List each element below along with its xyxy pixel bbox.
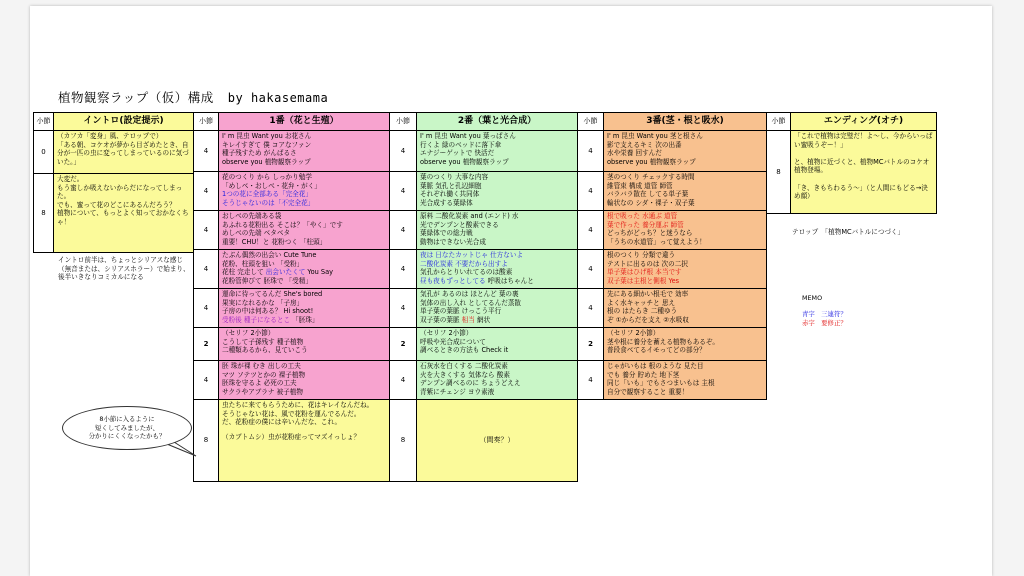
v1-bar-count-1: 4 — [193, 130, 219, 172]
header-verse3: 3番(茎・根と吸水) — [603, 112, 767, 131]
v2-bar-count-5: 4 — [389, 288, 417, 328]
ending-telop: テロップ 「植物MCバトルにつづく」 — [792, 228, 905, 236]
v3-bar-count-7: 4 — [577, 360, 604, 400]
v3-r5-l2: よく水キャッチと 思え — [607, 298, 676, 307]
v2-block-5 — [416, 288, 578, 328]
v1-r3-l1: おしべの先端ある袋 — [222, 212, 282, 220]
v2-bar-count-4: 4 — [389, 249, 417, 289]
v3-r6-l3: 普段食べてるイモってどの部分？ — [607, 346, 706, 355]
v3-bar-count-6: 2 — [577, 327, 604, 361]
memo-red-label: 赤字 — [802, 319, 815, 327]
v1-r6-l1: （セリフ 2小節） — [222, 329, 275, 337]
v3-r7-l4: 自分で観察すること 重要！ — [607, 387, 689, 396]
v3-block-6 — [603, 327, 767, 361]
v3-r6-l2: 茎や根に養分を蓄える植物もあるぞ。 — [607, 337, 719, 346]
v2-r3-l1: 原料 二酸化炭素 and (エンド) 水 — [420, 212, 519, 220]
v1-r1-l3: 種子残すため がんばるさ — [222, 149, 297, 158]
v3-bar-count-4: 4 — [577, 249, 604, 289]
v1-r5-l4b: 「胚珠」 — [290, 315, 319, 324]
v2-r6-l3: 調べるときの方法も Check it — [420, 346, 509, 355]
v1-r2-l4: そうじゃないのは「不完全花」 — [222, 198, 315, 207]
v1-r7-l4: サクラやアブラナ 被子植物 — [222, 387, 303, 396]
v1-block-4 — [218, 249, 390, 289]
v2-r7-l4: 青紫にチェンジ ヨウ素液 — [420, 387, 495, 396]
v2-bar-count-6: 2 — [389, 327, 417, 361]
v2-r5-l3: 単子葉の葉脈 けっこう平行 — [420, 307, 502, 316]
v3-r2-l3: バラバラ散在 してる単子葉 — [607, 190, 689, 199]
v2-block-6 — [416, 327, 578, 361]
v1-r3-l2: あふれる花粉出る そこは？「やく」です — [222, 220, 343, 229]
v2-r5-l2: 気体の出し入れ としてるんだ蒸散 — [420, 298, 522, 307]
v1-r4-l3a: 花柱 完走して — [222, 268, 266, 277]
v2-bar-count-7: 4 — [389, 360, 417, 400]
v3-r1-l1: I' m 昆虫 Want you 茎と根さん — [607, 132, 703, 140]
v1-r5-l4a: 受粉後 種子になるとこ — [222, 315, 291, 324]
v2-bar-count-8: 8 — [389, 399, 417, 482]
v2-r4-l1: 夜は 日なたカットじゃ 仕方ないよ — [420, 251, 524, 259]
v3-r7-l3: 同じ「いも」でもさつまいもは 主根 — [607, 379, 715, 388]
header-shosetsu-ending: 小節 — [766, 112, 791, 131]
header-shosetsu-v2: 小節 — [389, 112, 417, 131]
v3-r3-l2: 葉で作った 養分運ぶ 師管 — [607, 220, 684, 229]
v3-r4-l3: 単子葉はひげ根 本当です — [607, 268, 682, 277]
v1-bar-count-7: 4 — [193, 360, 219, 400]
intro-cell-4 — [218, 399, 390, 482]
v1-r6-l2: こうして子孫残す 種子植物 — [222, 337, 304, 346]
v1-block-1 — [218, 130, 390, 172]
v1-bar-count-4: 4 — [193, 249, 219, 289]
v1-r2-l2: 「めしべ・おしべ・花弁・がく」 — [222, 181, 321, 190]
v2-block-7 — [416, 360, 578, 400]
v2-r2-l3: それぞれ働く共同体 — [420, 190, 480, 199]
v2-block-3 — [416, 210, 578, 250]
v2-r5-l4c: 網状 — [474, 315, 491, 324]
v1-r7-l1: 胚 珠が裸 むき 出しの工夫 — [222, 362, 301, 370]
page-title — [58, 88, 328, 106]
intro-bar-count-1: 0 — [33, 130, 54, 174]
v3-r7-l2: でも 養分 貯めた 地下茎 — [607, 370, 680, 379]
v3-r4-l4: 双子葉は主根と側根 Yes — [607, 276, 680, 285]
v2-r2-l4: 光合成する葉緑体 — [420, 198, 473, 207]
header-intro: イントロ(設定提示) — [53, 112, 194, 131]
header-verse2: 2番（葉と光合成） — [416, 112, 578, 131]
v1-r3-l3: めしべの先端 ベタベタ — [222, 229, 291, 238]
memo-blue-text: 三連符？ — [821, 310, 847, 318]
v1-r6-l3: 二種類あるから、見ていこう — [222, 346, 308, 355]
v2-r1-l1: I' m 昆虫 Want you 葉っぱさん — [420, 132, 516, 140]
v1-r4-l4: 花粉管伸びて 胚珠で 「受精」 — [222, 276, 312, 285]
intro-bar-count-4: 8 — [193, 399, 219, 482]
v3-block-3 — [603, 210, 767, 250]
header-shosetsu-v3: 小節 — [577, 112, 604, 131]
v3-block-7 — [603, 360, 767, 400]
v2-r4-l4 — [420, 277, 574, 286]
v1-r7-l2: マツ ソテツとかの 裸子植物 — [222, 370, 306, 379]
v2-block-1 — [416, 130, 578, 172]
v2-block-4 — [416, 249, 578, 289]
v2-r3-l3: 葉緑体での総力戦 — [420, 229, 473, 238]
v2-r5-l4a: 双子葉の葉脈 — [420, 315, 462, 324]
v2-r5-l4b: 相当 — [461, 315, 475, 324]
v1-bar-count-3: 4 — [193, 210, 219, 250]
v3-bar-count-2: 4 — [577, 171, 604, 211]
ending-cell: 「これで植物は完璧だ！よ～し、今からいっぱい蜜吸うぞー！」 と、植物に近づくと、植物MCバトルのコケオ植物登場。 「き、きもちわるう～」（と人間にもどる→決め顔） — [790, 130, 937, 214]
v1-r4-l3b: 出会いたくて — [265, 268, 306, 277]
v1-r4-l1: たぶん偶然の出会い Cute Tune — [222, 251, 317, 259]
v3-r5-l4: ぞ ①からだを支え ②水吸収 — [607, 315, 689, 324]
v2-r1-l4: observe you 植物観察ラップ — [420, 157, 509, 166]
memo-red-text: 要修正？ — [821, 319, 847, 327]
v1-block-3 — [218, 210, 390, 250]
v1-bar-count-2: 4 — [193, 171, 219, 211]
author-text: by hakasemama — [227, 91, 329, 105]
intro-bar-count-2: 8 — [33, 173, 54, 253]
memo-blue-label: 青字 — [802, 310, 815, 318]
v2-r7-l1: 石灰水を白くする 二酸化炭素 — [420, 362, 508, 370]
v3-r3-l3: どっちがどっち？と迷うなら — [607, 229, 693, 238]
intro-cell-1: （カフカ「変身」風、テロップで） 「ある朝、コケオが夢から目ざめたとき、自分が一匹の虫に変ってしまっているのに気づいた。」 — [53, 130, 194, 174]
v2-r6-l2: 呼吸や光合成について — [420, 337, 486, 346]
v3-r1-l3: 水や栄養 回すんだ — [607, 149, 662, 158]
v1-r2-l3: 1つの花に全部ある「完全花」 — [222, 190, 312, 199]
v2-r4-l4b: 呼吸はちゃんと — [485, 276, 534, 285]
v1-r5-l3: 子房の中は何ある？ Hi shoot! — [222, 307, 314, 316]
v2-bar-count-2: 4 — [389, 171, 417, 211]
v2-r1-l3: エナジーゲットで 快活だ — [420, 149, 495, 158]
v3-r2-l1: 茎のつくり チェックする時間 — [607, 173, 695, 181]
v2-r2-l2: 葉脈 気孔と孔辺細胞 — [420, 181, 482, 190]
v2-bar-count-3: 4 — [389, 210, 417, 250]
v2-r1-l2: 行くよ 緑のベッドに落下傘 — [420, 140, 502, 149]
v1-bar-count-6: 2 — [193, 327, 219, 361]
v3-r4-l2: テストに出るのは 次の二択 — [607, 259, 688, 268]
v1-bar-count-5: 4 — [193, 288, 219, 328]
v2-r5-l4 — [420, 316, 574, 325]
v3-block-2 — [603, 171, 767, 211]
v3-r2-l4: 輪状なの シダ・裸子・双子葉 — [607, 198, 695, 207]
title-text: 植物観察ラップ（仮）構成 — [58, 90, 214, 105]
v2-interlude-cell: （間奏？） — [416, 399, 578, 482]
memo-title: MEMO — [802, 294, 823, 302]
intro-cell-4-text: 虫たちに来てもらうために、花はキレイなんだね。 そうじゃない花は、風で花粉を運んでるんだ。 だ、花粉症の僕には辛いんだな、これ。 — [222, 401, 374, 427]
v1-r4-l3 — [222, 268, 386, 277]
v1-block-2 — [218, 171, 390, 211]
v3-r1-l2: 影で支えるキミ 次の出番 — [607, 140, 682, 149]
v1-r3-l4: 重要！CHU！と 花粉つく 「柱頭」 — [222, 237, 327, 246]
v1-r5-l1: 運命に待ってるんだ She's bored — [222, 290, 323, 298]
v2-r4-l2: 二酸化炭素 不要だから出すよ — [420, 259, 508, 268]
intro-cell-4-quote: （カブトムシ）虫が花粉症ってマズイっしょ？ — [222, 432, 361, 441]
v2-r4-l3: 気孔からとりいれてるのは酸素 — [420, 268, 513, 277]
v3-r5-l3: 根の はたらき 二種ゆう — [607, 307, 678, 316]
v1-r1-l2: キレイすぎて 僕 コアなファン — [222, 140, 312, 149]
v3-bar-count-5: 4 — [577, 288, 604, 328]
v3-r5-l1: 先にある細かい根毛で 効率 — [607, 290, 689, 298]
v1-block-6 — [218, 327, 390, 361]
v3-block-4 — [603, 249, 767, 289]
v3-bar-count-1: 4 — [577, 130, 604, 172]
v1-r5-l4 — [222, 316, 386, 325]
v1-r1-l4: observe you 植物観察ラップ — [222, 157, 311, 166]
v3-block-5 — [603, 288, 767, 328]
header-shosetsu-v1: 小節 — [193, 112, 219, 131]
v1-r5-l2: 果実になれるかな 「子房」 — [222, 298, 304, 307]
speech-bubble-note: 8小節に入るように 短くしてみましたが、 分かりにくくなったかも？ — [62, 406, 192, 450]
intro-cell-2: 大変だ。 もう蜜しか吸えないからだになってしまった。 でも、蜜って花のどこにあるんだろう？ 植物について、もっとよく知っておかなくちゃ！ — [53, 173, 194, 253]
header-verse1: 1番（花と生殖） — [218, 112, 390, 131]
v1-r4-l3c: You Say — [305, 268, 334, 277]
v2-r7-l3: デンプン調べるのに ちょうどええ — [420, 379, 521, 388]
header-shosetsu-intro: 小節 — [33, 112, 54, 131]
v2-r3-l2: 光でデンプンと酸素できる — [420, 220, 499, 229]
v3-r7-l1: じゃがいもは 根のような 見た目 — [607, 362, 704, 370]
v1-r4-l2: 花粉、柱頭を狙い 「受粉」 — [222, 259, 304, 268]
v3-block-1 — [603, 130, 767, 172]
header-ending: エンディング(オチ) — [790, 112, 937, 131]
v1-r1-l1: I' m 昆虫 Want you お花さん — [222, 132, 312, 140]
memo-red-row — [802, 319, 847, 328]
v2-r7-l2: 火を大きくする 気体なら 酸素 — [420, 370, 510, 379]
v3-r6-l1: （セリフ 2小節） — [607, 329, 660, 337]
ending-bar-count: 8 — [766, 130, 791, 214]
v2-r5-l1: 気孔が あるのは ほとんど 葉の裏 — [420, 290, 519, 298]
v2-r2-l1: 葉のつくり 大事な内容 — [420, 173, 489, 181]
v2-bar-count-1: 4 — [389, 130, 417, 172]
v3-r4-l1: 根のつくり 分類で違う — [607, 251, 676, 259]
v2-r3-l4: 動物はできない光合成 — [420, 237, 486, 246]
v1-r2-l1: 花のつくり から しっかり勉学 — [222, 173, 312, 181]
v2-r4-l4a: 昼も夜もずっとしてる — [420, 276, 486, 285]
v3-r3-l1: 根で吸った 水通ぶ 道管 — [607, 212, 678, 220]
v3-bar-count-3: 4 — [577, 210, 604, 250]
v2-block-2 — [416, 171, 578, 211]
memo-blue-row — [802, 310, 847, 319]
v3-r1-l4: observe you 植物観察ラップ — [607, 157, 696, 166]
v1-r7-l3: 胚珠を守るよ 必死の工夫 — [222, 379, 297, 388]
v1-block-5 — [218, 288, 390, 328]
v1-block-7 — [218, 360, 390, 400]
v2-r6-l1: （セリフ 2小節） — [420, 329, 473, 337]
v3-r2-l2: 維管束 構成 道管 師管 — [607, 181, 673, 190]
intro-note: イントロ前半は、ちょっとシリアスな感じ（無音または、シリアスホラー）で始まり、後半いきなりコミカルになる — [58, 256, 190, 282]
v3-r3-l4: 「うちの水道管」って覚えよう！ — [607, 237, 706, 246]
